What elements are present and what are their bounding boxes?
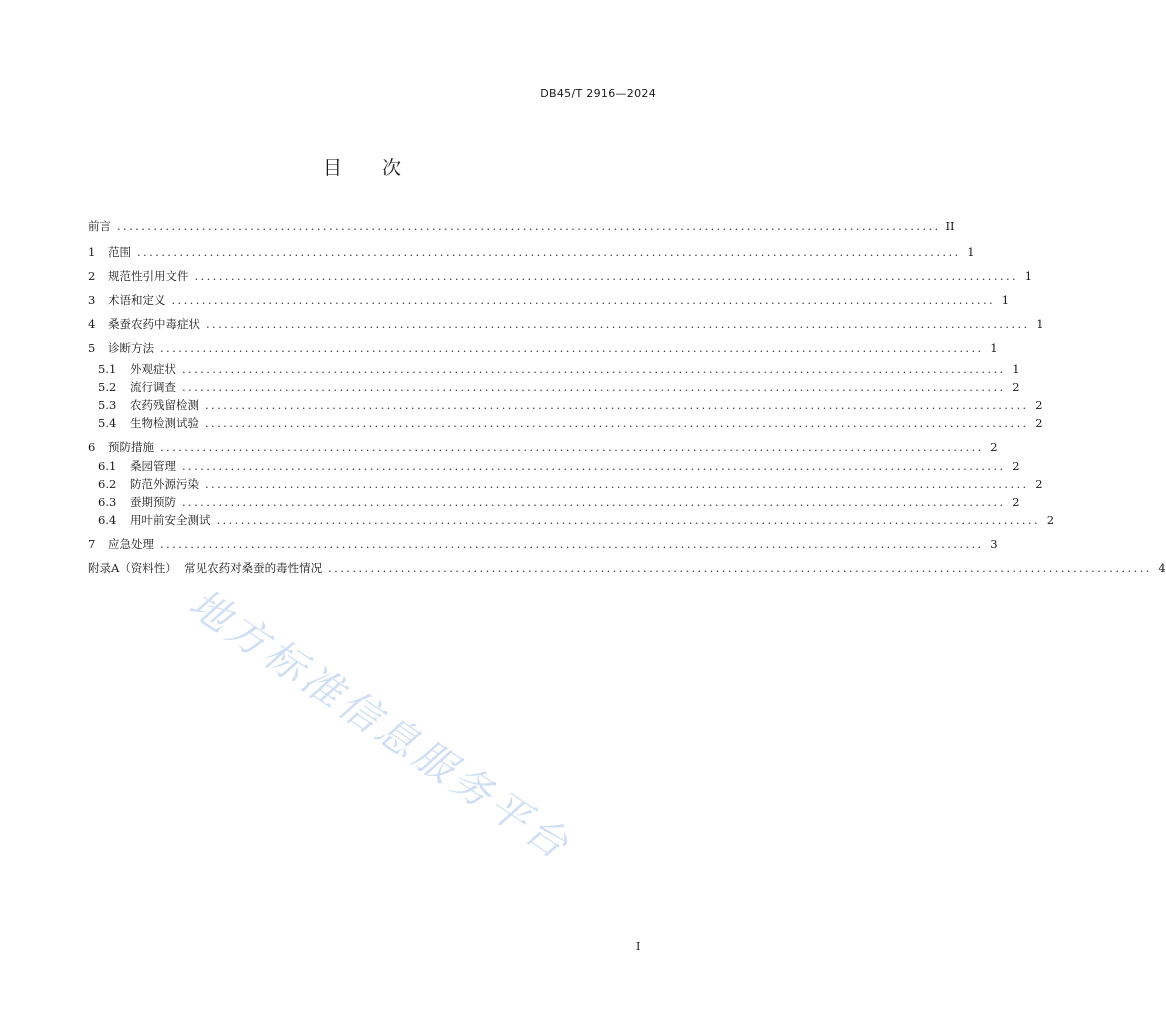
toc-leader-dots: ........................................................................................................................................ [160, 440, 984, 454]
toc-entry-5-2[interactable] [98, 378, 1020, 396]
toc-leader-dots: ........................................................................................................................................ [160, 341, 984, 355]
toc-entry-page: II [945, 219, 955, 233]
toc-entry-number: 5.3 [98, 398, 117, 412]
toc-entry-7[interactable] [88, 535, 998, 553]
toc-entry-number: 4 [88, 317, 96, 331]
toc-entry-title: 流行调查 [130, 380, 176, 394]
toc-entry-2[interactable] [88, 267, 1033, 285]
toc-entry-number: 5.4 [98, 416, 117, 430]
toc-entry-title: 外观症状 [130, 362, 176, 376]
toc-entry-number: 7 [88, 537, 96, 551]
toc-entry-number: 6.4 [98, 513, 117, 527]
toc-entry-page: 2 [990, 440, 998, 454]
toc-entry-page: 2 [1035, 416, 1043, 430]
toc-entry-page: 1 [1036, 317, 1044, 331]
toc-entry-number: 3 [88, 293, 96, 307]
toc-entry-6-3[interactable] [98, 493, 1020, 511]
toc-entry-title: 蚕期预防 [130, 495, 176, 509]
toc-entry-title: 生物检测试验 [130, 416, 199, 430]
toc-entry-page: 2 [1012, 495, 1020, 509]
toc-leader-dots: ........................................................................................................................................ [182, 459, 1006, 473]
page-title [0, 153, 724, 180]
toc-entry-page: 2 [1035, 477, 1043, 491]
toc-leader-dots: ........................................................................................................................................ [206, 317, 1030, 331]
toc-entry-number: 6.3 [98, 495, 117, 509]
toc-leader-dots: ........................................................................................................................................ [205, 398, 1029, 412]
toc-leader-dots: ........................................................................................................................................ [216, 513, 1041, 527]
toc-entry-number: 6.2 [98, 477, 117, 491]
toc-entry-foreword[interactable] [88, 217, 955, 235]
toc-entry-3[interactable] [88, 291, 1010, 309]
toc-entry-title: 应急处理 [108, 537, 154, 551]
toc-entry-title: 预防措施 [108, 440, 154, 454]
toc-entry-5-3[interactable] [98, 396, 1043, 414]
toc-leader-dots: ........................................................................................................................................ [137, 245, 961, 259]
watermark: 地方标准信息服务平台 [180, 580, 580, 870]
toc-leader-dots: ........................................................................................................................................ [171, 293, 996, 307]
toc-entry-title: 用叶前安全测试 [130, 513, 211, 527]
toc-entry-page: 1 [1012, 362, 1020, 376]
toc-entry-title: 术语和定义 [108, 293, 166, 307]
toc-entry-title: 附录A（资料性） 常见农药对桑蚕的毒性情况 [88, 561, 323, 575]
toc-leader-dots: ........................................................................................................................................ [205, 416, 1029, 430]
toc-entry-6-1[interactable] [98, 457, 1020, 475]
toc-entry-title: 桑园管理 [130, 459, 176, 473]
toc-entry-page: 1 [967, 245, 975, 259]
toc-entry-title: 农药残留检测 [130, 398, 199, 412]
toc-entry-page: 3 [990, 537, 998, 551]
toc-entry-appendix-a[interactable] [88, 559, 1166, 577]
toc-entry-title: 前言 [88, 219, 111, 233]
toc-leader-dots: ........................................................................................................................................ [182, 362, 1006, 376]
toc-entry-5-1[interactable] [98, 360, 1020, 378]
toc-entry-title: 范围 [108, 245, 131, 259]
toc-entry-number: 6.1 [98, 459, 117, 473]
toc-entry-title: 诊断方法 [108, 341, 154, 355]
toc-entry-page: 1 [1001, 293, 1010, 307]
toc-entry-5-4[interactable] [98, 414, 1043, 432]
toc-entry-number: 2 [88, 269, 96, 283]
doc-code: DB45/T 2916—2024 [540, 87, 656, 100]
toc-entry-6-2[interactable] [98, 475, 1043, 493]
toc-entry-4[interactable] [88, 315, 1044, 333]
toc-entry-6-4[interactable] [98, 511, 1055, 529]
toc-entry-title: 防范外源污染 [130, 477, 199, 491]
title-part-1: 目 [322, 157, 342, 179]
toc-entry-1[interactable] [88, 243, 975, 261]
toc-entry-page: 2 [1012, 459, 1020, 473]
toc-leader-dots: ........................................................................................................................................ [182, 380, 1006, 394]
toc-leader-dots: ........................................................................................................................................ [205, 477, 1029, 491]
toc-leader-dots: ........................................................................................................................................ [117, 219, 941, 233]
toc-leader-dots: ........................................................................................................................................ [182, 495, 1006, 509]
page-number: I [636, 940, 641, 953]
toc-entry-title: 桑蚕农药中毒症状 [108, 317, 200, 331]
toc-leader-dots: ........................................................................................................................................ [160, 537, 984, 551]
toc-entry-5[interactable] [88, 339, 998, 357]
toc-entry-page: 4 [1158, 561, 1166, 575]
toc-entry-number: 6 [88, 440, 96, 454]
toc-leader-dots: ........................................................................................................................................ [328, 561, 1152, 575]
toc-leader-dots: ........................................................................................................................................ [194, 269, 1019, 283]
toc-entry-page: 2 [1035, 398, 1043, 412]
toc-entry-page: 1 [990, 341, 998, 355]
toc-entry-number: 5.1 [98, 362, 117, 376]
toc-entry-number: 5.2 [98, 380, 117, 394]
title-part-2: 次 [382, 157, 402, 179]
toc-entry-page: 1 [1024, 269, 1033, 283]
toc-entry-page: 2 [1012, 380, 1020, 394]
toc-entry-title: 规范性引用文件 [108, 269, 189, 283]
toc-entry-number: 1 [88, 245, 96, 259]
toc-entry-page: 2 [1046, 513, 1055, 527]
toc-entry-number: 5 [88, 341, 96, 355]
toc-entry-6[interactable] [88, 438, 998, 456]
